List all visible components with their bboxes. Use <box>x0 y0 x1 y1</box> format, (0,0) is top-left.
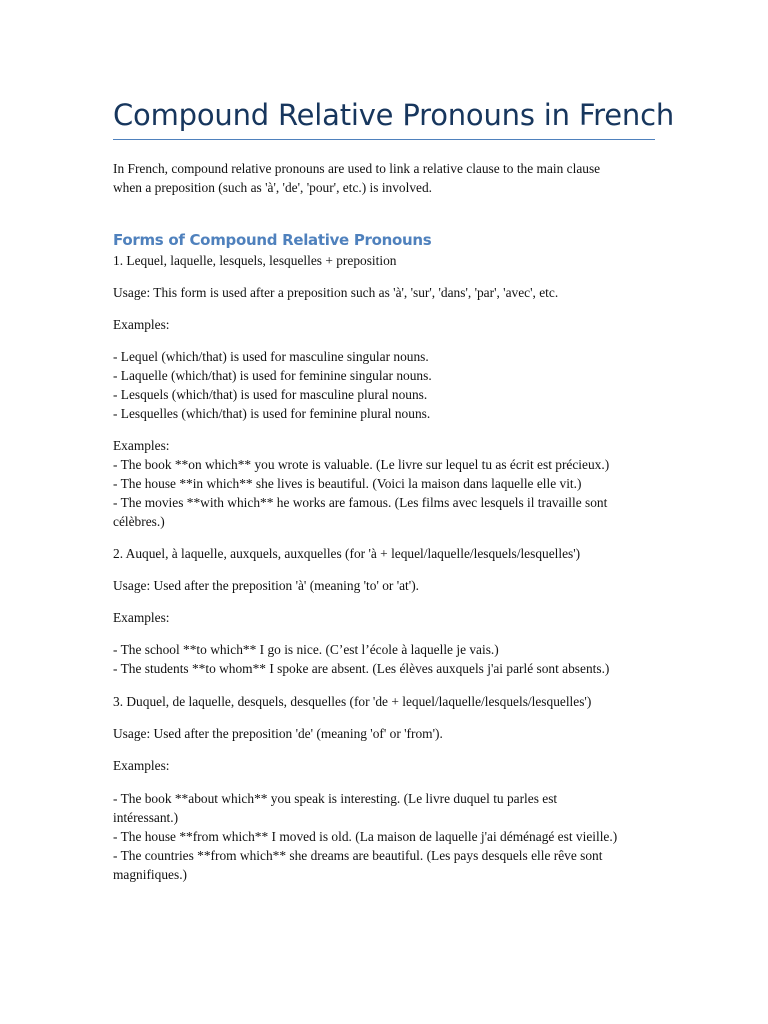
form3-example-line: - The book **about which** you speak is interesting. (Le livre duquel tu parles est <box>113 791 558 806</box>
page-title: Compound Relative Pronouns in French <box>113 98 675 132</box>
form1-examples-label-2: Examples: <box>113 438 170 453</box>
form1-form-item: - Laquelle (which/that) is used for feminine singular nouns. <box>113 368 432 383</box>
intro-line-1: In French, compound relative pronouns are used to link a relative clause to the main clause <box>113 161 601 176</box>
form3-usage: Usage: Used after the preposition 'de' (meaning 'of' or 'from'). <box>113 726 443 741</box>
form1-form-item: - Lequel (which/that) is used for masculine singular nouns. <box>113 349 429 364</box>
form2-example-line: - The students **to whom** I spoke are absent. (Les élèves auxquels j'ai parlé sont absents.) <box>113 661 610 676</box>
form1-form-item: - Lesquels (which/that) is used for masculine plural nouns. <box>113 387 428 402</box>
section-heading: Forms of Compound Relative Pronouns <box>113 231 432 249</box>
form3-example-line: - The house **from which** I moved is old. (La maison de laquelle j'ai déménagé est vieille.) <box>113 829 618 844</box>
form1-heading: 1. Lequel, laquelle, lesquels, lesquelles + preposition <box>113 253 397 268</box>
form1-form-item: - Lesquelles (which/that) is used for feminine plural nouns. <box>113 406 431 421</box>
form3-heading: 3. Duquel, de laquelle, desquels, desquelles (for 'de + lequel/laquelle/lesquels/lesquelles') <box>113 694 592 709</box>
form3-example-line: magnifiques.) <box>113 867 188 882</box>
form2-heading: 2. Auquel, à laquelle, auxquels, auxquelles (for 'à + lequel/laquelle/lesquels/lesquelles') <box>113 546 581 561</box>
intro-line-2: when a preposition (such as 'à', 'de', 'pour', etc.) is involved. <box>113 180 433 195</box>
form3-example-line: - The countries **from which** she dreams are beautiful. (Les pays desquels elle rêve sont <box>113 848 603 863</box>
form3-examples-label: Examples: <box>113 758 170 773</box>
form2-examples-label: Examples: <box>113 610 170 625</box>
form1-examples-label: Examples: <box>113 317 170 332</box>
form1-usage: Usage: This form is used after a preposition such as 'à', 'sur', 'dans', 'par', 'avec', etc. <box>113 285 559 300</box>
form2-usage: Usage: Used after the preposition 'à' (meaning 'to' or 'at'). <box>113 578 419 593</box>
form1-example-line: célèbres.) <box>113 514 165 529</box>
form1-example-line: - The book **on which** you wrote is valuable. (Le livre sur lequel tu as écrit est précieux.) <box>113 457 610 472</box>
form3-example-line: intéressant.) <box>113 810 179 825</box>
form2-example-line: - The school **to which** I go is nice. (C’est l’école à laquelle je vais.) <box>113 642 499 657</box>
title-underline <box>113 139 655 140</box>
form1-example-line: - The house **in which** she lives is beautiful. (Voici la maison dans laquelle elle vit.) <box>113 476 582 491</box>
form1-example-line: - The movies **with which** he works are famous. (Les films avec lesquels il travaille sont <box>113 495 608 510</box>
